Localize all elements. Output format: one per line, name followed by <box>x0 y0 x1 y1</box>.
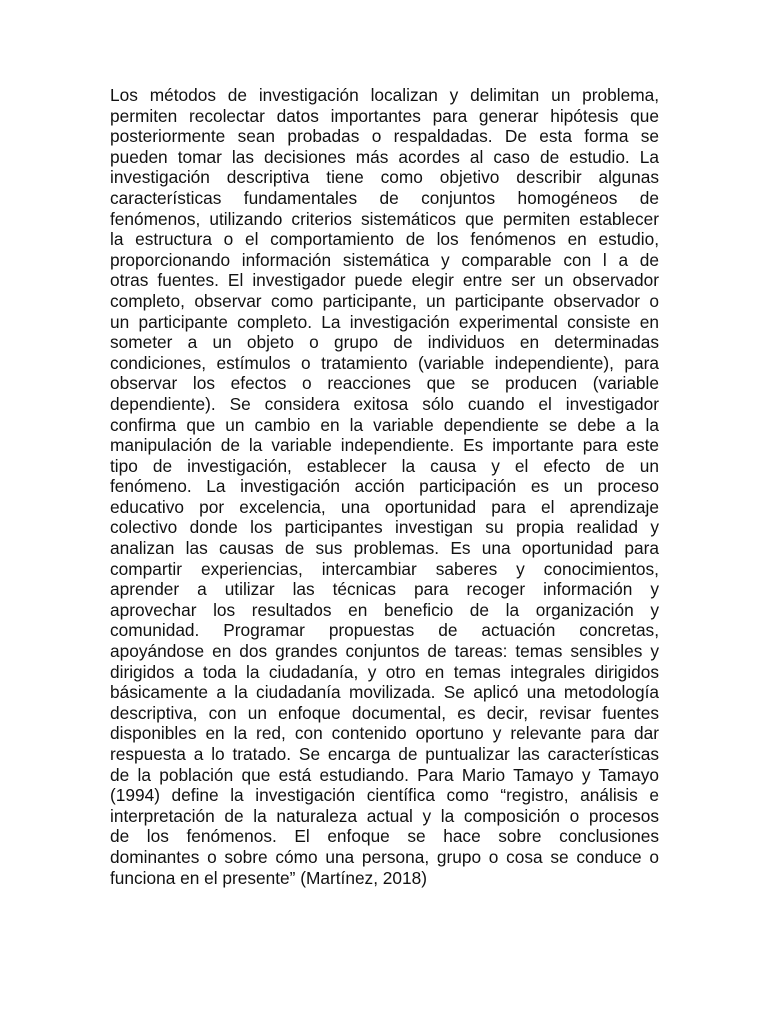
paragraph-line: colectivo donde los participantes investigan su propia realidad y <box>110 517 659 538</box>
paragraph-line: apoyándose en dos grandes conjuntos de tareas: temas sensibles y <box>110 641 659 662</box>
paragraph-line: manipulación de la variable independiente. Es importante para este <box>110 435 659 456</box>
paragraph-line: Los métodos de investigación localizan y delimitan un problema, <box>110 85 659 105</box>
paragraph-line: un participante completo. La investigación experimental consiste en <box>110 311 659 332</box>
paragraph-line: someter a un objeto o grupo de individuos en determinadas <box>110 332 659 353</box>
paragraph-line: disponibles en la red, con contenido oportuno y relevante para dar <box>110 723 659 744</box>
paragraph-line: observar los efectos o reacciones que se producen (variable <box>110 373 659 394</box>
paragraph-line: confirma que un cambio en la variable dependiente se debe a la <box>110 414 659 435</box>
paragraph-line: condiciones, estímulos o tratamiento (variable independiente), para <box>110 352 659 373</box>
paragraph-line: permiten recolectar datos importantes para generar hipótesis que <box>110 105 659 126</box>
paragraph-line: básicamente a la ciudadanía movilizada. Se aplicó una metodología <box>110 682 659 703</box>
paragraph-line: tipo de investigación, establecer la causa y el efecto de un <box>110 455 659 476</box>
paragraph-line: la estructura o el comportamiento de los fenómenos en estudio, <box>110 229 659 250</box>
paragraph-line: respuesta a lo tratado. Se encarga de puntualizar las características <box>110 744 659 764</box>
paragraph-line: aprender a utilizar las técnicas para recoger información y <box>110 579 659 600</box>
body-paragraph <box>110 85 659 888</box>
paragraph-line: de la población que está estudiando. Para Mario Tamayo y Tamayo <box>110 764 659 785</box>
paragraph-line: otras fuentes. El investigador puede elegir entre ser un observador <box>110 270 659 291</box>
paragraph-line: fenómeno. La investigación acción participación es un proceso <box>110 476 659 497</box>
paragraph-line: educativo por excelencia, una oportunidad para el aprendizaje <box>110 496 659 517</box>
paragraph-line: compartir experiencias, intercambiar saberes y conocimientos, <box>110 558 659 579</box>
paragraph-line: de los fenómenos. El enfoque se hace sobre conclusiones <box>110 826 659 847</box>
paragraph-line: fenómenos, utilizando criterios sistemáticos que permiten establecer <box>110 208 659 229</box>
paragraph-line: aprovechar los resultados en beneficio de la organización y <box>110 599 659 620</box>
paragraph-line: dominantes o sobre cómo una persona, grupo o cosa se conduce o <box>110 846 659 867</box>
paragraph-line: dirigidos a toda la ciudadanía, y otro en temas integrales dirigidos <box>110 661 659 682</box>
paragraph-line: (1994) define la investigación científica como “registro, análisis e <box>110 785 659 806</box>
paragraph-line: analizan las causas de sus problemas. Es una oportunidad para <box>110 538 659 559</box>
paragraph-line: dependiente). Se considera exitosa sólo cuando el investigador <box>110 393 659 414</box>
paragraph-line: posteriormente sean probadas o respaldadas. De esta forma se <box>110 126 659 147</box>
paragraph-line-last: funciona en el presente” (Martínez, 2018) <box>110 867 428 888</box>
paragraph-line: proporcionando información sistemática y comparable con l a de <box>110 249 659 270</box>
paragraph-line: pueden tomar las decisiones más acordes al caso de estudio. La <box>110 146 659 167</box>
paragraph-line: descriptiva, con un enfoque documental, es decir, revisar fuentes <box>110 702 659 723</box>
paragraph-line: características fundamentales de conjuntos homogéneos de <box>110 187 659 208</box>
paragraph-line: investigación descriptiva tiene como objetivo describir algunas <box>110 167 659 188</box>
paragraph-line: interpretación de la naturaleza actual y la composición o procesos <box>110 805 659 826</box>
paragraph-line: comunidad. Programar propuestas de actuación concretas, <box>110 620 659 641</box>
paragraph-line: completo, observar como participante, un participante observador o <box>110 290 659 311</box>
